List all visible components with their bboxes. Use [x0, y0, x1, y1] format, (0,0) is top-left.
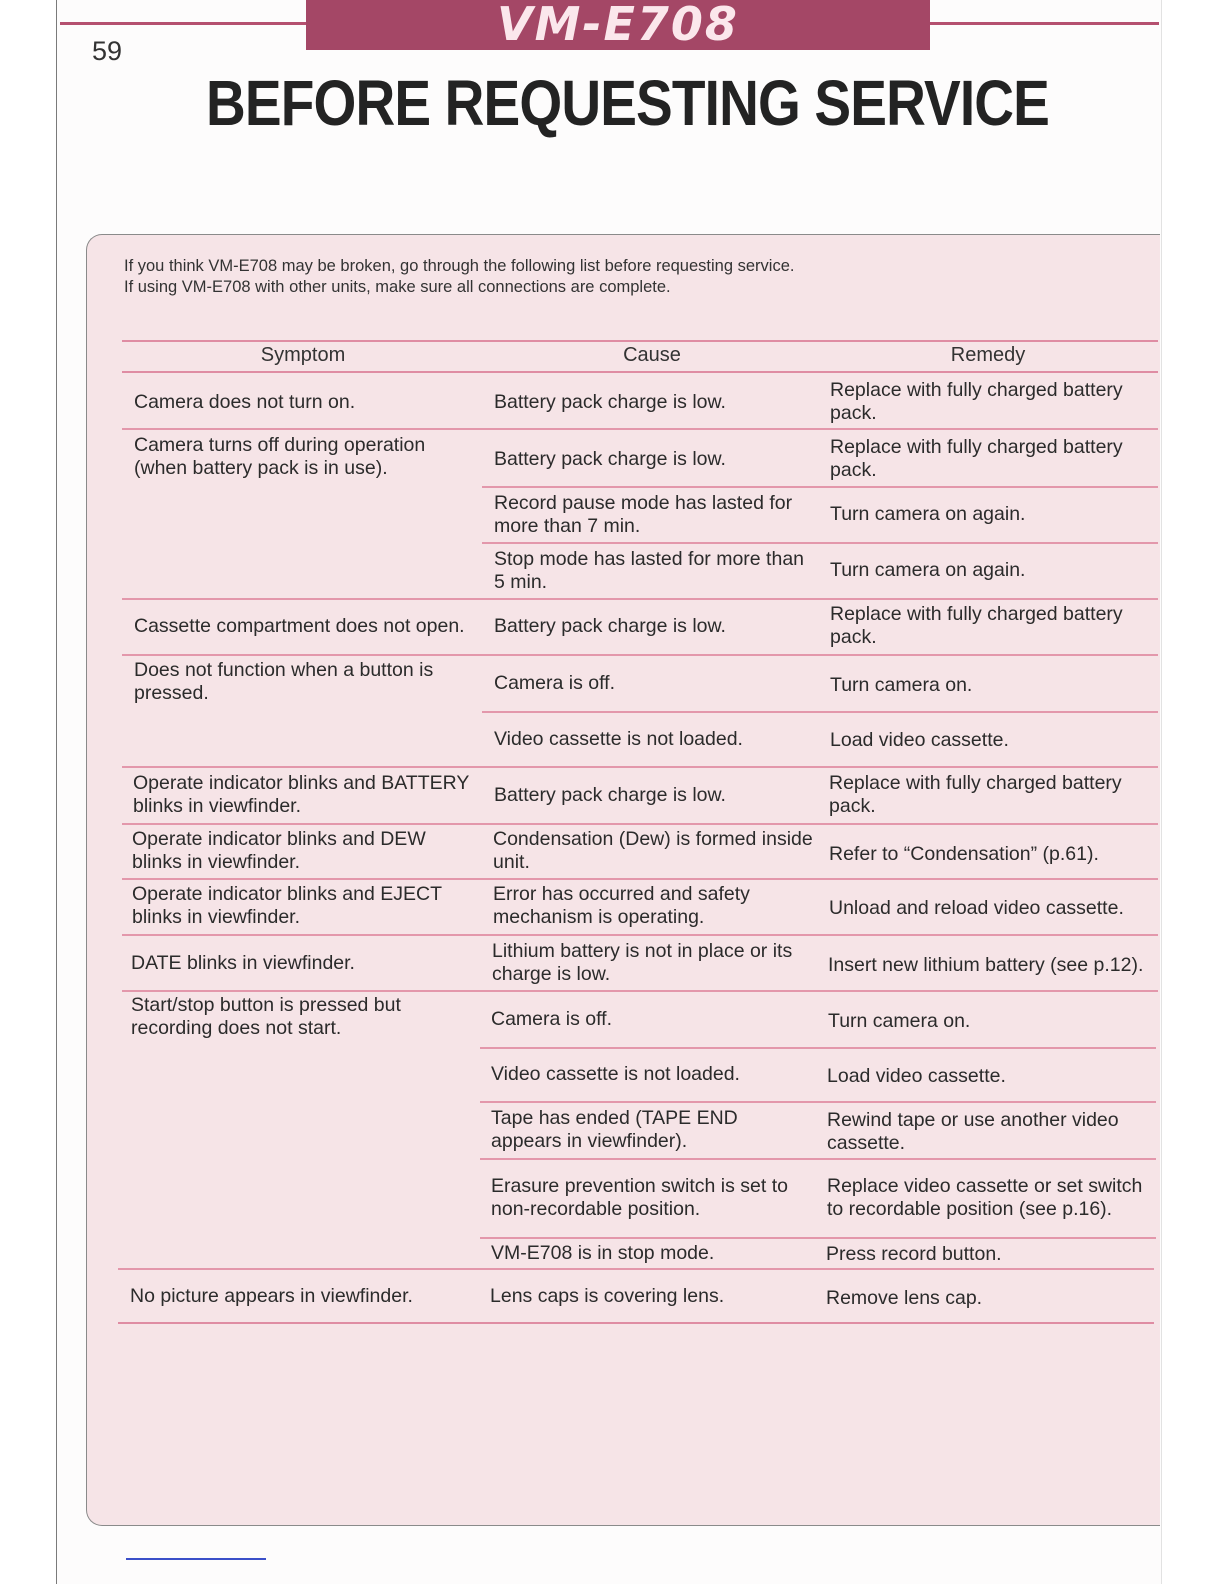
- symptom-cell: Cassette compartment does not open.: [134, 614, 465, 637]
- cause-cell: Stop mode has lasted for more than 5 min.: [494, 547, 805, 593]
- row-rule: [480, 1101, 1156, 1103]
- cause-cell: Lithium battery is not in place or its charge is low.: [492, 940, 793, 985]
- page-title: BEFORE REQUESTING SERVICE: [206, 67, 1049, 139]
- remedy-cell: Press record button.: [826, 1242, 1002, 1265]
- cause-cell: Record pause mode has lasted for more than 7 min.: [494, 491, 793, 537]
- cause-cell: VM-E708 is in stop mode.: [491, 1241, 715, 1264]
- row-rule: [122, 428, 1158, 430]
- symptom-cell: Start/stop button is pressed but recording does not start.: [131, 994, 401, 1039]
- row-rule: [118, 1268, 1154, 1270]
- symptom-cell: Operate indicator blinks and BATTERY blinks in viewfinder.: [133, 772, 470, 817]
- row-rule: [480, 1158, 1156, 1160]
- footer-underline: [126, 1558, 266, 1560]
- header-rule-left: [60, 22, 306, 25]
- cause-cell: Condensation (Dew) is formed inside unit.: [493, 828, 813, 873]
- remedy-cell: Replace with fully charged battery pack.: [829, 772, 1122, 817]
- header-rule-right: [930, 22, 1159, 25]
- symptom-cell: Operate indicator blinks and DEW blinks in viewfinder.: [132, 828, 426, 873]
- cause-cell: Camera is off.: [494, 671, 616, 694]
- symptom-header: Symptom: [260, 344, 346, 366]
- cause-cell: Battery pack charge is low.: [494, 390, 726, 413]
- cause-cell: Erasure prevention switch is set to non-recordable position.: [491, 1175, 788, 1220]
- symptom-cell: Camera does not turn on.: [134, 390, 356, 413]
- remedy-cell: Turn camera on.: [830, 673, 973, 696]
- remedy-header: Remedy: [950, 344, 1026, 366]
- remedy-cell: Load video cassette.: [830, 728, 1009, 751]
- cause-cell: Camera is off.: [491, 1007, 613, 1030]
- cause-cell: Tape has ended (TAPE END appears in viewfinder).: [491, 1107, 738, 1152]
- cause-cell: Battery pack charge is low.: [494, 614, 726, 637]
- remedy-cell: Turn camera on again.: [830, 503, 1026, 525]
- remedy-cell: Replace with fully charged battery pack.: [830, 436, 1123, 481]
- symptom-cell: Camera turns off during operation (when battery pack is in use).: [134, 434, 426, 479]
- header-bottom-rule: [122, 371, 1158, 373]
- row-rule: [482, 542, 1158, 544]
- remedy-cell: Remove lens cap.: [826, 1286, 983, 1309]
- intro-text: [124, 256, 1024, 298]
- table-bottom-rule: [118, 1322, 1154, 1324]
- cause-cell: Error has occurred and safety mechanism is operating.: [493, 883, 750, 928]
- remedy-cell: Turn camera on again.: [830, 559, 1026, 581]
- remedy-cell: Replace with fully charged battery pack.: [830, 603, 1123, 648]
- row-rule: [482, 711, 1158, 713]
- cause-cell: Video cassette is not loaded.: [491, 1062, 740, 1085]
- cause-cell: Battery pack charge is low.: [494, 783, 726, 806]
- symptom-cell: Operate indicator blinks and EJECT blinks in viewfinder.: [132, 883, 442, 928]
- remedy-cell: Load video cassette.: [827, 1064, 1006, 1087]
- row-rule: [122, 598, 1158, 600]
- row-rule: [122, 654, 1158, 656]
- model-name: VM-E708: [497, 0, 739, 51]
- remedy-cell: Turn camera on.: [828, 1009, 971, 1032]
- intro-line-1: If you think VM-E708 may be broken, go through the following list before requesting service.: [124, 257, 795, 275]
- remedy-cell: Insert new lithium battery (see p.12).: [828, 953, 1144, 976]
- cause-header: Cause: [623, 344, 681, 366]
- intro-line-2: If using VM-E708 with other units, make sure all connections are complete.: [124, 278, 671, 296]
- symptom-cell: DATE blinks in viewfinder.: [131, 951, 355, 974]
- symptom-cell: Does not function when a button is pressed.: [134, 659, 434, 704]
- cause-cell: Lens caps is covering lens.: [490, 1284, 725, 1307]
- cause-cell: Video cassette is not loaded.: [494, 727, 743, 750]
- remedy-cell: Replace video cassette or set switch to recordable position (see p.16).: [827, 1175, 1143, 1220]
- remedy-cell: Refer to “Condensation” (p.61).: [829, 842, 1099, 865]
- page-number: 59: [92, 36, 123, 66]
- row-rule: [122, 934, 1158, 936]
- cause-cell: Battery pack charge is low.: [494, 447, 726, 470]
- row-rule: [480, 1047, 1156, 1049]
- table-top-rule: [122, 340, 1158, 342]
- remedy-cell: Unload and reload video cassette.: [829, 896, 1124, 919]
- row-rule: [122, 766, 1158, 768]
- row-rule: [480, 1237, 1156, 1239]
- symptom-cell: No picture appears in viewfinder.: [130, 1284, 413, 1307]
- row-rule: [482, 486, 1158, 488]
- remedy-cell: Replace with fully charged battery pack.: [830, 379, 1123, 424]
- remedy-cell: Rewind tape or use another video cassette.: [827, 1109, 1119, 1154]
